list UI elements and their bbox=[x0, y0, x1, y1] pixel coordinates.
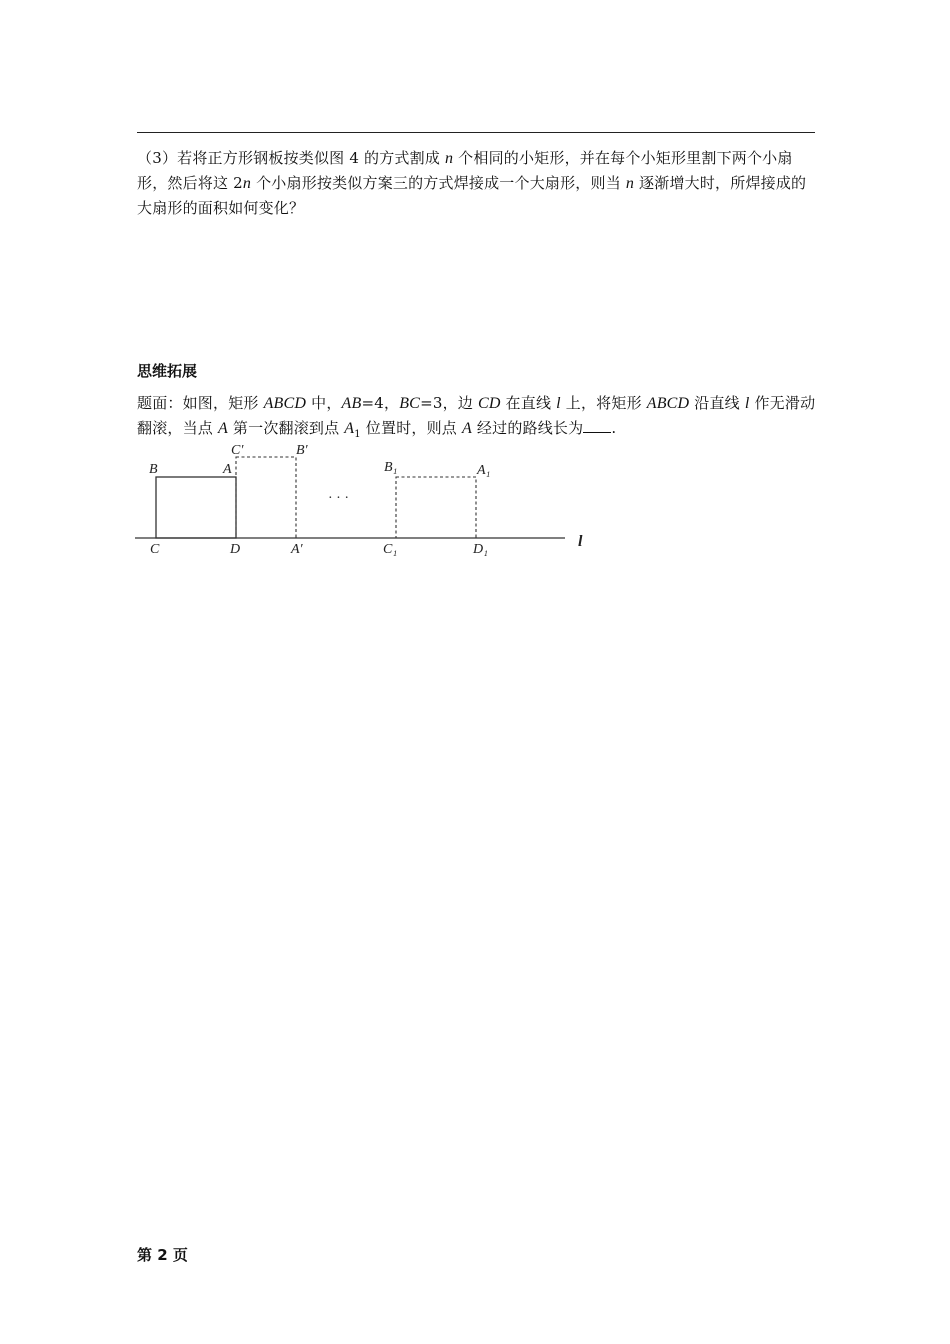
rectangle-rotated-dashed bbox=[236, 457, 296, 538]
section-title: 思维拓展 bbox=[137, 362, 198, 380]
problem-text: 中， bbox=[306, 394, 342, 412]
var-n: n bbox=[625, 175, 635, 192]
label-D1: D₁ bbox=[473, 542, 488, 557]
problem-text: 经过的路线长为 bbox=[471, 419, 584, 437]
label-l: l bbox=[578, 533, 583, 550]
problem-text: 作无滑动翻滚，当点 bbox=[137, 394, 816, 437]
q3-text: 个相同的小矩形，并在每个小矩形里割下两个小扇形，然后将这 2 bbox=[137, 149, 793, 192]
rectangle-final-dashed bbox=[396, 477, 476, 538]
rectangle-abcd bbox=[156, 477, 236, 538]
label-B: B bbox=[149, 462, 158, 477]
label-A-prime: A′ bbox=[291, 542, 303, 557]
problem-text: 位置时，则点 bbox=[360, 419, 462, 437]
label-A1: A₁ bbox=[477, 463, 491, 478]
var-n: n bbox=[242, 175, 252, 192]
q3-text: 逐渐增大时，所焊接成的大扇形的面积如何变化？ bbox=[137, 174, 807, 217]
label-B-prime: B′ bbox=[296, 443, 308, 458]
ellipsis-dots: · · · bbox=[328, 491, 349, 506]
var-a: A bbox=[461, 420, 472, 437]
problem-text: 沿直线 bbox=[689, 394, 745, 412]
problem-text: . bbox=[611, 419, 617, 437]
label-C1: C₁ bbox=[383, 542, 398, 557]
question-3 bbox=[137, 146, 817, 221]
q3-text: （3）若将正方形钢板按类似图 4 的方式割成 bbox=[137, 149, 445, 167]
problem-text: =4， bbox=[361, 394, 400, 412]
q3-text: 个小扇形按类似方案三的方式焊接成一个大扇形，则当 bbox=[251, 174, 626, 192]
label-C-prime: C′ bbox=[231, 443, 244, 458]
subscript-1: 1 bbox=[354, 429, 361, 440]
rolling-rectangle-figure bbox=[130, 438, 600, 563]
label-D: D bbox=[230, 542, 241, 557]
problem-text: 题面：如图，矩形 bbox=[137, 394, 264, 412]
var-ab: AB bbox=[341, 395, 362, 412]
label-C: C bbox=[150, 542, 160, 557]
var-n: n bbox=[445, 150, 454, 167]
problem-text: 第一次翻滚到点 bbox=[227, 419, 345, 437]
var-abcd: ABCD bbox=[263, 395, 307, 412]
var-abcd: ABCD bbox=[646, 395, 690, 412]
var-l: l bbox=[556, 395, 561, 412]
header-rule bbox=[137, 132, 815, 133]
label-A: A bbox=[223, 462, 232, 477]
var-a: A bbox=[217, 420, 228, 437]
var-bc: BC bbox=[399, 395, 421, 412]
var-cd: CD bbox=[477, 395, 501, 412]
label-B1: B₁ bbox=[384, 460, 398, 475]
var-a1: A bbox=[344, 420, 355, 437]
problem-text: 在直线 bbox=[500, 394, 557, 412]
var-l: l bbox=[744, 395, 750, 412]
problem-text: 上，将矩形 bbox=[560, 394, 647, 412]
page-number: 第 2 页 bbox=[137, 1246, 188, 1264]
problem-text: =3，边 bbox=[420, 394, 478, 412]
answer-blank[interactable] bbox=[583, 418, 611, 433]
